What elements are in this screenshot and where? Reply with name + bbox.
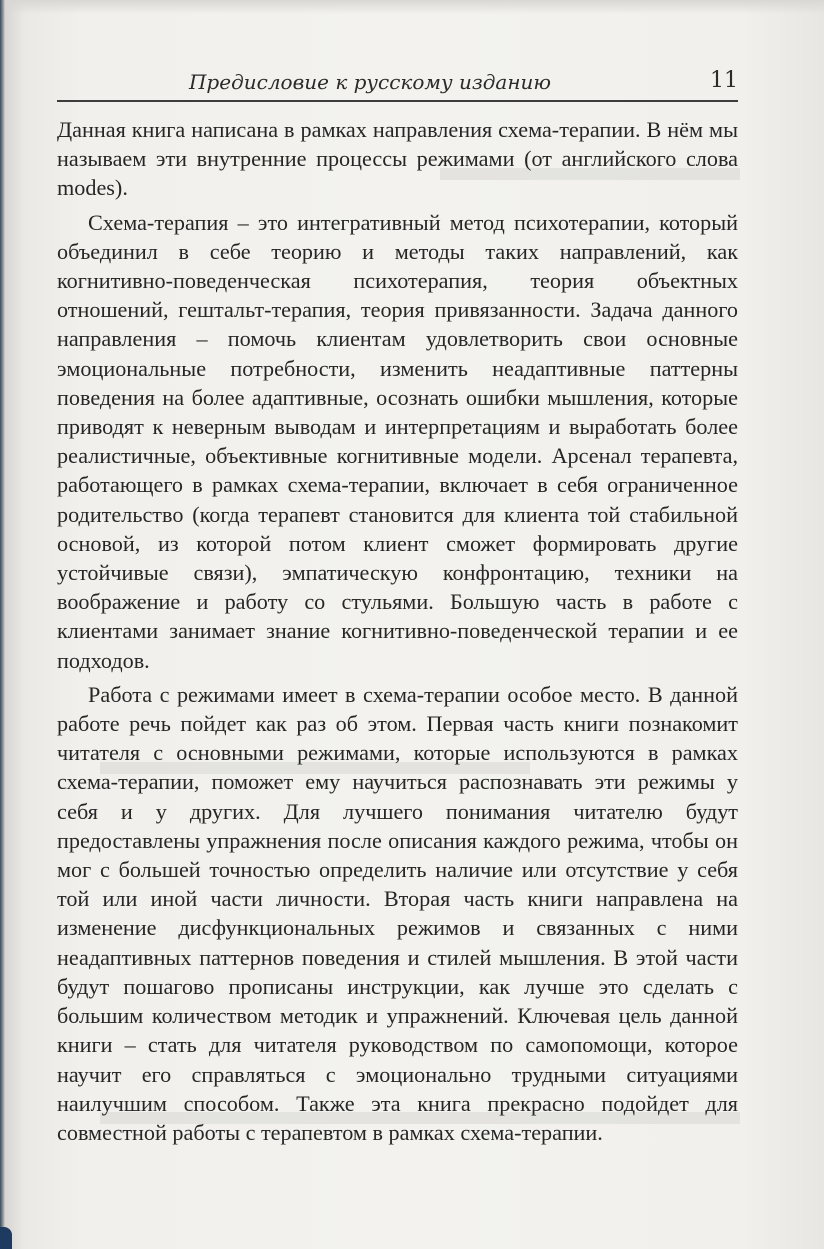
paragraph: Работа с режимами имеет в схема-терапии особое место. В данной работе речь пойдет как раз об этом. Первая часть книги познакомит читателя с основными режимами, которые используются в рамках схема-терапии, поможет ему научиться распознавать эти режимы у себя и у других. Для лучшего понимания читателю будут предоставлены упражнения после описания каждого режима, чтобы он мог с большей точностью определить наличие или отсутствие у себя той или иной части личности. Вторая часть книги направлена на изменение дисфункциональных режимов и связанных с ними неадаптивных паттернов поведения и стилей мышления. В этой части будут пошагово прописаны инструкции, как лучше это сделать с большим количеством методик и упражнений. Ключевая цель данной книги – стать для читателя руководством по самопомощи, которое научит его справляться с эмоционально трудными ситуациями наилучшим способом. Также эта книга прекрасно подойдет для совместной работы с терапевтом в рамках схема-терапии. <box>57 681 738 1145</box>
page-top-shadow <box>0 0 824 14</box>
cover-corner <box>0 1227 12 1249</box>
body-text <box>57 115 738 1147</box>
page-binding-edge <box>0 0 5 1249</box>
running-title: Предисловие к русскому изданию <box>188 70 551 94</box>
paragraph: Схема-терапия – это интегративный метод психотерапии, который объединил в себе теорию и методы таких направлений, как когнитивно-поведенческая психотерапия, теория объектных отношений, гештальт-терапия, теория привязанности. Задача данного направления – помочь клиентам удовлетворить свои основные эмоциональные потребности, изменить неадаптивные паттерны поведения на более адаптивные, осознать ошибки мышления, которые приводят к неверным выводам и интерпретациям и выработать более реалистичные, объективные когнитивные модели. Арсенал терапевта, работающего в рамках схема-терапии, включает в себя ограниченное родительство (когда терапевт становится для клиента той стабильной основой, из которой потом клиент сможет формировать другие устойчивые связи), эмпатическую конфронтацию, техники на воображение и работу со стульями. Большую часть в работе с клиентами занимает знание когнитивно-поведенческой терапии и ее подходов. <box>57 209 738 673</box>
page-number: 11 <box>710 68 738 93</box>
paragraph: Данная книга написана в рамках направления схема-терапии. В нём мы называем эти внутренние процессы режимами (от английского слова modes). <box>57 117 738 201</box>
running-header <box>57 66 738 102</box>
